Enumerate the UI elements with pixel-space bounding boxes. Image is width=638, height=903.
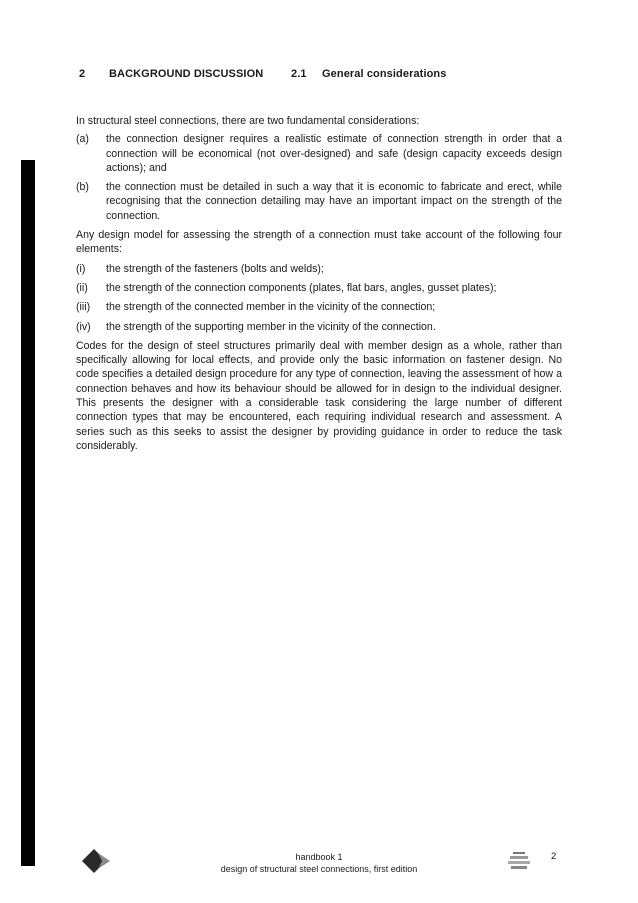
list-label: (b) [76,181,89,194]
list-item [76,281,562,295]
list-text: the strength of the connected member in the vicinity of the connection; [106,301,436,314]
list-label: (i) [76,262,86,275]
list-text: the strength of the connection components (plates, flat bars, angles, gusset plates); [106,281,497,294]
list-label: (a) [76,133,89,146]
list-label: (ii) [76,281,88,294]
subsection-number: 2.1 [291,68,307,80]
list-label: (iii) [76,301,91,314]
subsection-title: General considerations [322,68,447,80]
side-bar [21,160,35,866]
intro-paragraph: In structural steel connections, there are two fundamental considerations: [76,115,420,127]
page-footer [0,851,638,875]
section-number: 2 [79,68,86,80]
closing-paragraph: Codes for the design of steel structures primarily deal with member design as a whole, rather than specifically allowing for local effects, and provide only the basic information on fastener design. No code specifies a detailed design procedure for any type of connection, leaving the assessment of how a connection behaves and how its behaviour should be allowed for in design to the individual designer. This presents the designer with a considerable task considering the large number of different connection types that may be encountered, each requiring individual research and assessment. A series such as this seeks to assist the designer by providing guidance in order to reduce the task considerably. [76,339,562,452]
list-item [76,262,562,276]
page-number: 2 [551,851,557,862]
list-text: the strength of the fasteners (bolts and welds); [106,262,324,275]
body-text [76,114,562,458]
model-paragraph: Any design model for assessing the strength of a connection must take account of the following four elements: [76,229,562,256]
list-item [76,320,562,334]
stacked-sections-logo-icon [506,851,532,871]
list-item [76,132,562,175]
list-item [76,180,562,223]
list-text: the strength of the supporting member in the vicinity of the connection. [106,320,436,333]
list-text: the connection designer requires a realistic estimate of connection strength in order that a connection will be economical (not over-designed) and safe (design capacity exceeds design actions); and [106,133,562,174]
list-label: (iv) [76,320,91,333]
list-item [76,300,562,314]
footer-title: handbook 1 [295,852,343,862]
section-title: BACKGROUND DISCUSSION [109,68,264,80]
list-text: the connection must be detailed in such a way that it is economic to fabricate and erect, while recognising that the connection detailing may have an important impact on the strength of the connection. [106,181,562,222]
footer-subtitle: design of structural steel connections, first edition [220,864,418,874]
